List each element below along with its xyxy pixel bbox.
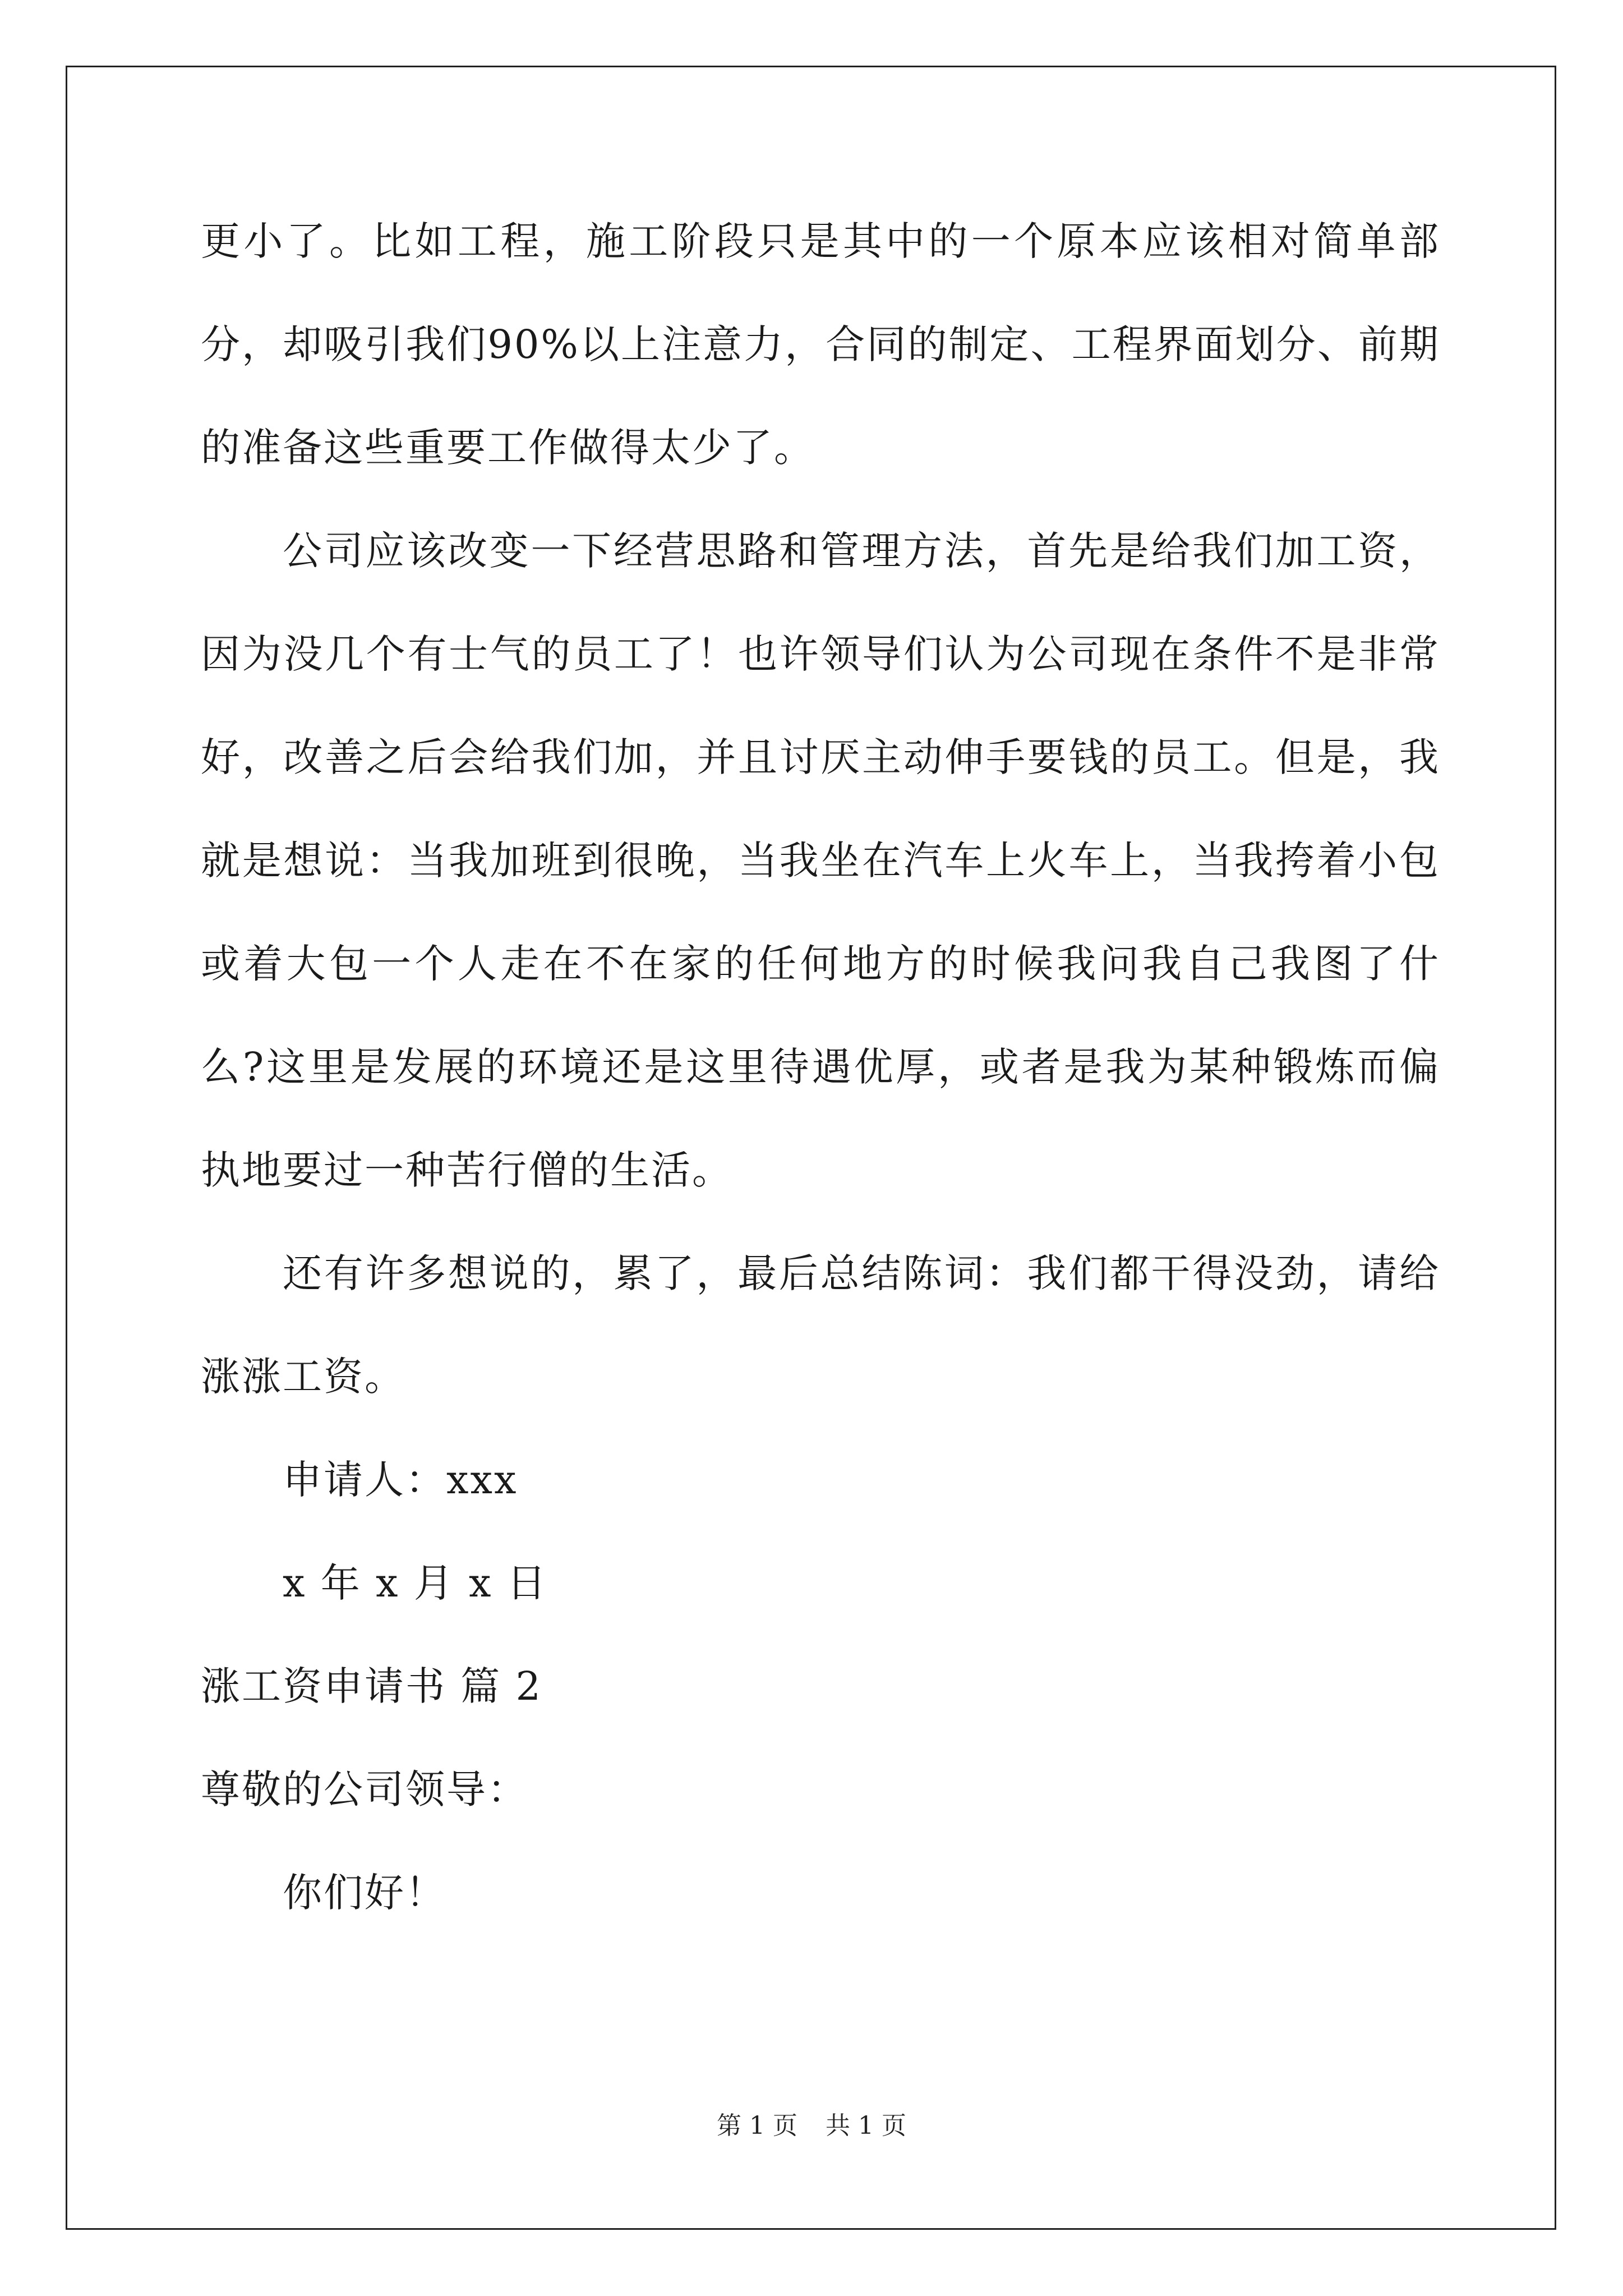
page-footer <box>0 2109 1623 2143</box>
salutation: 尊敬的公司领导： <box>201 1766 528 1812</box>
page-total: 共 1 页 <box>826 2111 906 2140</box>
document-body <box>201 190 1440 1944</box>
applicant-line: 申请人：xxx <box>283 1457 518 1503</box>
page-number: 第 1 页 <box>717 2111 797 2140</box>
section-heading: 涨工资申请书 篇 2 <box>201 1663 543 1709</box>
paragraph-conclusion: 还有许多想说的，累了，最后总结陈词：我们都干得没劲，请给涨涨工资。 <box>201 1250 1440 1400</box>
paragraph-continuation: 更小了。比如工程，施工阶段只是其中的一个原本应该相对简单部分，却吸引我们90%以上注意力，合同的制定、工程界面划分、前期的准备这些重要工作做得太少了。 <box>201 218 1440 471</box>
date-line: x 年 x 月 x 日 <box>283 1560 548 1606</box>
paragraph-management-suggestion: 公司应该改变一下经营思路和管理方法，首先是给我们加工资，因为没几个有士气的员工了！也许领导们认为公司现在条件不是非常好，改善之后会给我们加，并且讨厌主动伸手要钱的员工。但是，我就是想说：当我加班到很晚，当我坐在汽车上火车上，当我挎着小包或着大包一个人走在不在家的任何地方的时候我问我自己我图了什么?这里是发展的环境还是这里待遇优厚，或者是我为某种锻炼而偏执地要过一种苦行僧的生活。 <box>201 528 1440 1193</box>
greeting: 你们好！ <box>283 1870 446 1916</box>
